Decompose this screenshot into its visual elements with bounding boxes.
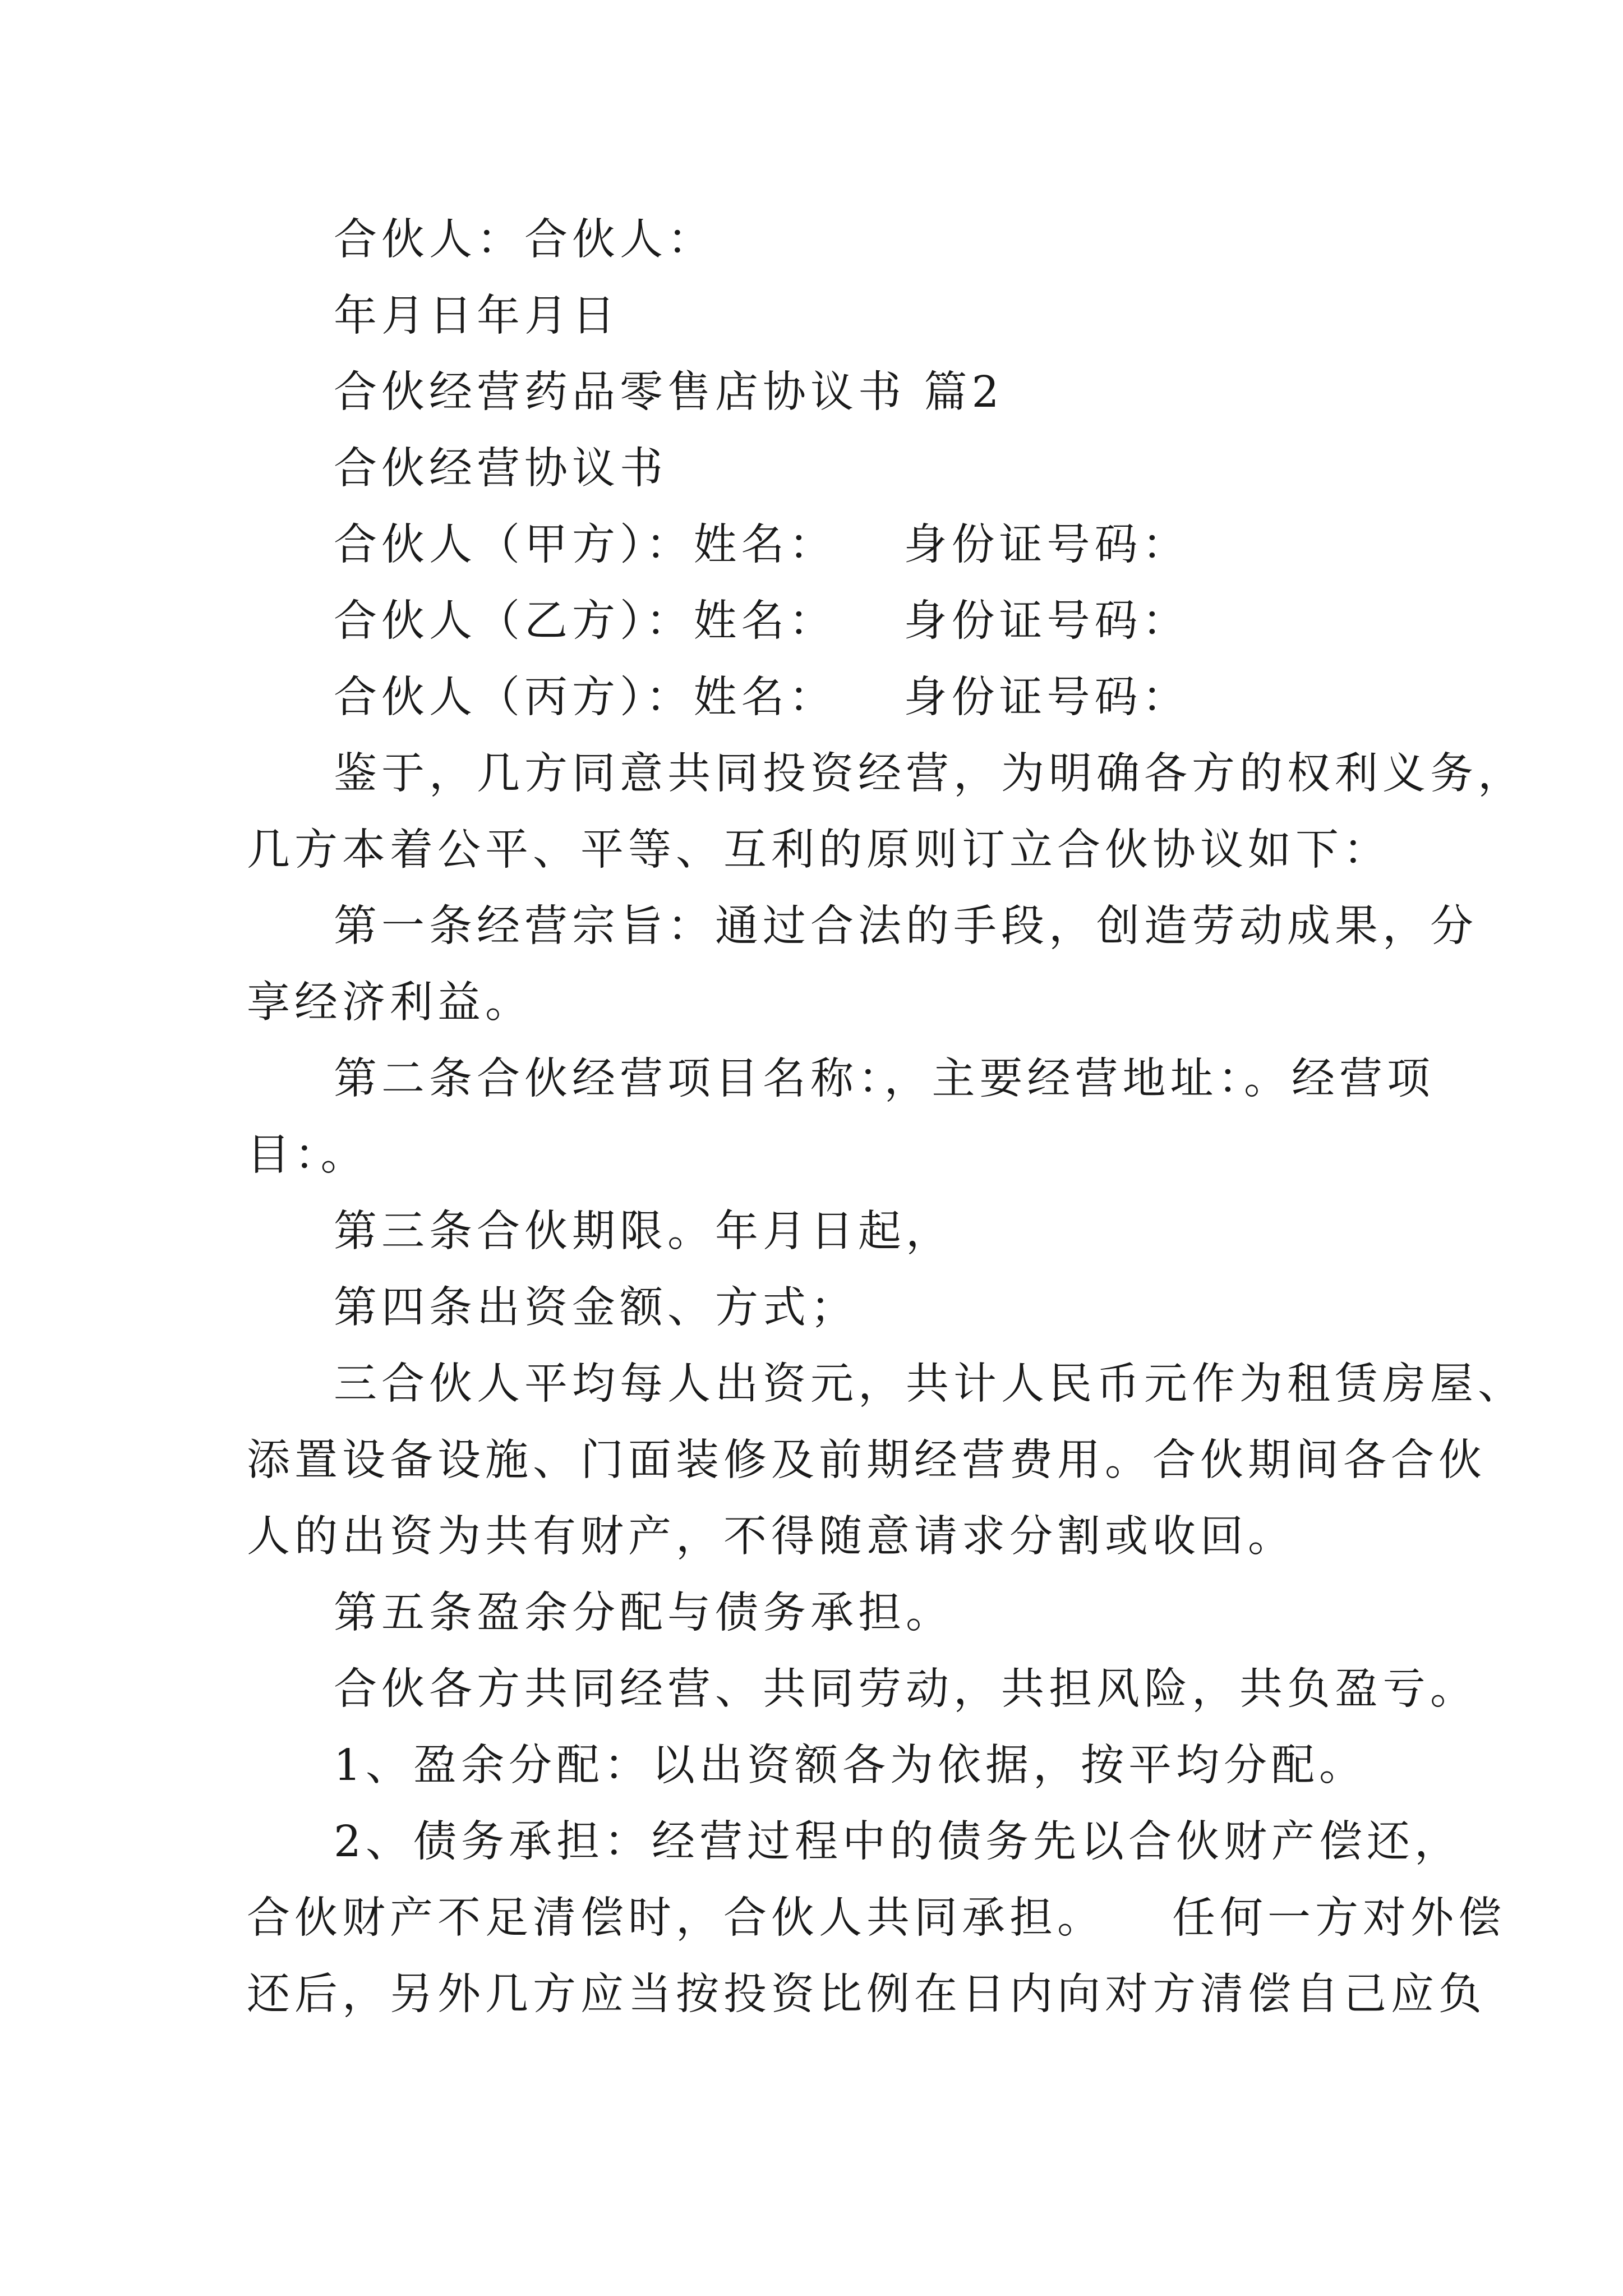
- party-b-line: [247, 583, 1408, 660]
- date-line: [247, 278, 1408, 355]
- line-text: 2、债务承担：经营过程中的债务先以合伙财产偿还，: [334, 1817, 1462, 1867]
- line-text: 合伙人（乙方）：姓名：: [334, 596, 837, 646]
- line-text: 人的出资为共有财产，不得随意请求分割或收回。: [247, 1512, 1295, 1562]
- line-text: 鉴于，几方同意共同投资经营，为明确各方的权利义务，: [334, 749, 1525, 799]
- list-item-2: [247, 1804, 1462, 1880]
- line-text: 合伙人（丙方）：姓名：: [334, 673, 837, 723]
- id-number-label: 身份证号码：: [903, 673, 1190, 723]
- paragraph-line: [247, 1651, 1478, 1728]
- line-text-continued: 任何一方对外偿: [1172, 1893, 1506, 1943]
- line-text: 年月日年月日: [334, 291, 620, 341]
- agreement-title: [247, 431, 1408, 507]
- paragraph-line: [247, 736, 1525, 812]
- line-text: 第三条合伙期限。年月日起，: [334, 1207, 953, 1257]
- document-body: [247, 202, 1525, 2033]
- article-3-line: [247, 1194, 1408, 1270]
- list-item-1: [247, 1728, 1408, 1804]
- line-text: 添置设备设施、门面装修及前期经营费用。合伙期间各合伙: [247, 1435, 1486, 1485]
- signature-line: [247, 202, 1408, 278]
- paragraph-line: [247, 1957, 1486, 2033]
- line-text: 合伙人（甲方）：姓名：: [334, 520, 837, 570]
- line-text: 三合伙人平均每人出资元，共计人民币元作为租赁房屋、: [334, 1359, 1525, 1409]
- line-text: 目：。: [247, 1130, 368, 1180]
- party-a-line: [247, 507, 1408, 583]
- line-text: 1、盈余分配：以出资额各为依据，按平均分配。: [334, 1741, 1367, 1791]
- paragraph-line: [247, 965, 1408, 1041]
- paragraph-line: [247, 1423, 1486, 1499]
- paragraph-line: [247, 1499, 1408, 1575]
- line-text: 还后，另外几方应当按投资比例在日内向对方清偿自己应负: [247, 1970, 1486, 2019]
- paragraph-line: [247, 1880, 1506, 1957]
- paragraph-line: [247, 812, 1408, 889]
- line-text: 合伙人：合伙人：: [334, 215, 715, 265]
- line-text: 第一条经营宗旨：通过合法的手段，创造劳动成果，分: [334, 901, 1478, 951]
- line-text: 合伙各方共同经营、共同劳动，共担风险，共负盈亏。: [334, 1664, 1478, 1714]
- line-text: 第五条盈余分配与债务承担。: [334, 1588, 953, 1638]
- line-text: 第二条合伙经营项目名称：，主要经营地址：。经营项: [334, 1054, 1435, 1104]
- paragraph-line: [247, 1346, 1525, 1423]
- article-2-line: [247, 1041, 1435, 1117]
- line-text: 合伙经营协议书: [334, 444, 667, 494]
- section-heading: [247, 355, 1408, 431]
- line-text: 几方本着公平、平等、互利的原则订立合伙协议如下：: [247, 825, 1391, 875]
- article-4-line: [247, 1270, 1408, 1346]
- line-text: 第四条出资金额、方式；: [334, 1283, 858, 1333]
- party-c-line: [247, 660, 1408, 736]
- line-text: 合伙经营药品零售店协议书 篇2: [334, 367, 1004, 417]
- line-text: 合伙财产不足清偿时，合伙人共同承担。: [247, 1893, 1105, 1943]
- paragraph-line: [247, 1117, 1408, 1194]
- article-1-line: [247, 889, 1478, 965]
- id-number-label: 身份证号码：: [903, 596, 1190, 646]
- id-number-label: 身份证号码：: [903, 520, 1190, 570]
- line-text: 享经济利益。: [247, 978, 533, 1028]
- article-5-line: [247, 1575, 1408, 1651]
